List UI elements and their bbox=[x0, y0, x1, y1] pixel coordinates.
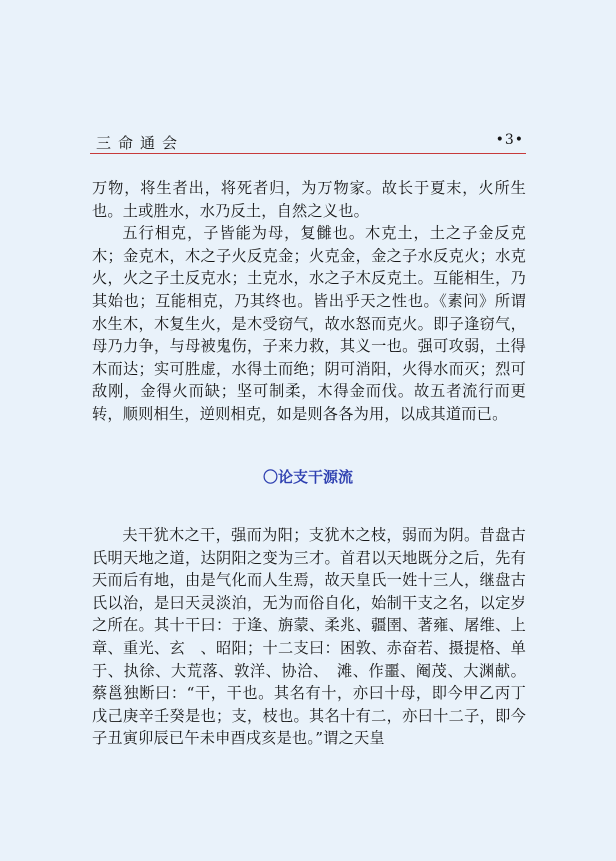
paragraph: 万物，将生者出，将死者归，为万物家。故长于夏末，火所生也。土或胜水，水乃反土，自然之义也。 bbox=[92, 179, 526, 220]
text-block-zhigan bbox=[92, 524, 526, 750]
text-block-wuxing bbox=[92, 177, 526, 426]
book-title: 三命通会 bbox=[96, 134, 185, 152]
running-header bbox=[90, 131, 526, 154]
paragraph: 夫干犹木之干，强而为阳；支犹木之枝，弱而为阴。昔盘古氏明天地之道，达阴阳之变为三才。首君以天地既分之后，先有天而后有地，由是气化而人生焉，故天皇氏一姓十三人，继盘古氏以治，是曰天灵淡泊，无为而俗自化，始制干支之名，以定岁之所在。其十干曰：于逢、旃蒙、柔兆、疆圉、著雍、屠维、上章、重光、玄 、昭阳；十二支曰：困敦、赤奋若、摄提格、单于、执徐、大荒落、敦洋、协洽、 滩、作噩、阉茂、大渊献。蔡邕独断曰：“干，干也。其名有十，亦曰十母，即今甲乙丙丁戊己庚辛壬癸是也；支，枝也。其名十有二，亦曰十二子，即今子丑寅卯辰已午未申酉戌亥是也。”谓之天皇 bbox=[92, 526, 526, 748]
page-number: •3• bbox=[495, 132, 524, 148]
paragraph: 五行相克，子皆能为母，复雠也。木克土，土之子金反克木；金克木，木之子火反克金；火克金，金之子水反克火；水克火，火之子土反克水；土克水，水之子木反克土。互能相生，乃其始也；互能相克，乃其终也。皆出乎天之性也。《素问》所谓水生木，木复生火，是木受窃气，故水怒而克火。即子逢窃气，母乃力争，与母被鬼伤，子来力救，其义一也。强可攻弱，土得木而达；实可胜虚，水得土而绝；阴可消阳，火得水而灭；烈可敌刚，金得火而缺；坚可制柔，木得金而伐。故五者流行而更转，顺则相生，逆则相克，如是则各各为用，以成其道而已。 bbox=[92, 224, 526, 423]
section-heading: 〇论支干源流 bbox=[262, 468, 353, 486]
